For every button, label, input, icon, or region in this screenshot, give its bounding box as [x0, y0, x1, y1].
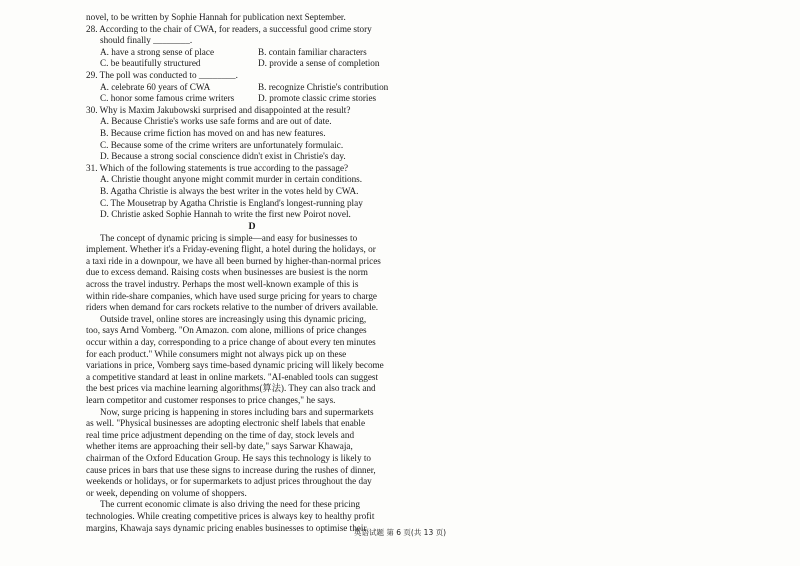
paragraph-line: a taxi ride in a downpour, we have all been burned by higher-than-normal prices — [86, 255, 381, 266]
question-stem: should finally ________. — [100, 35, 193, 46]
option-row — [86, 82, 418, 94]
option: B. Because crime fiction has moved on and has new features. — [100, 127, 326, 138]
option: B. Agatha Christie is always the best writer in the votes held by CWA. — [100, 185, 359, 196]
option: B. contain familiar characters — [258, 46, 367, 57]
paragraph-line: variations in price, Vomberg says time-based dynamic pricing will likely become — [86, 360, 384, 371]
page-footer: 英语试题 第 6 页(共 13 页) — [353, 528, 447, 537]
paragraph-line: as well. "Physical businesses are adopting electronic shelf labels that enable — [86, 418, 366, 429]
option: C. Because some of the crime writers are unfortunately formulaic. — [100, 139, 344, 150]
option: A. Because Christie's works use safe forms and are out of date. — [100, 116, 332, 127]
question-stem: 30. Why is Maxim Jakubowski surprised and disappointed at the result? — [86, 104, 351, 115]
paragraph-2 — [86, 314, 418, 407]
question-30 — [86, 105, 418, 163]
option: D. promote classic crime stories — [258, 93, 377, 104]
paragraph-line: the best prices via machine learning algorithms(算法). They can also track and — [86, 383, 376, 394]
paragraph-3 — [86, 407, 418, 500]
paragraph-line: due to excess demand. Raising costs when businesses are busiest is the norm — [86, 267, 368, 278]
paragraph-line: The current economic climate is also driving the need for these pricing — [100, 499, 360, 510]
question-stem: 29. The poll was conducted to ________. — [86, 69, 238, 80]
paragraph-line: occur within a day, corresponding to a price change of about every ten minutes — [86, 337, 376, 348]
paragraph-line: across the travel industry. Perhaps the most well-known example of this is — [86, 279, 359, 290]
option: D. Because a strong social conscience didn't exist in Christie's day. — [100, 151, 346, 162]
question-stem: 31. Which of the following statements is true according to the passage? — [86, 162, 349, 173]
question-31 — [86, 163, 418, 221]
question-29 — [86, 70, 418, 105]
paragraph-line: riders when demand for cars rockets relative to the number of drivers available. — [86, 302, 379, 313]
option-row — [86, 58, 418, 70]
option: A. have a strong sense of place — [100, 46, 215, 57]
paragraph-line: weekends or holidays, or for supermarkets to adjust prices throughout the day — [86, 476, 372, 487]
paragraph-line: whether items are approaching their sell-by date," says Sarwar Khawaja, — [86, 441, 353, 452]
paragraph-line: cause prices in bars that use these signs to increase during the rushes of dinner, — [86, 464, 376, 475]
option: D. provide a sense of completion — [258, 58, 380, 69]
paragraph-1 — [86, 233, 418, 314]
paragraph-line: The concept of dynamic pricing is simple—and easy for businesses to — [100, 232, 358, 243]
option-row — [86, 47, 418, 59]
question-stem: 28. According to the chair of CWA, for readers, a successful good crime story — [86, 23, 372, 34]
paragraph-line: Outside travel, online stores are increasingly using this dynamic pricing, — [100, 313, 367, 324]
paragraph-line: margins, Khawaja says dynamic pricing enables businesses to optimise their — [86, 522, 367, 533]
paragraph-line: a competitive standard at least in online markets. "AI-enabled tools can suggest — [86, 371, 379, 382]
question-28 — [86, 24, 418, 70]
paragraph-line: learn competitor and customer responses to price changes," he says. — [86, 395, 336, 405]
paragraph-line: technologies. While creating competitive prices is always key to healthy profit — [86, 510, 375, 521]
paragraph-line: Now, surge pricing is happening in stores including bars and supermarkets — [100, 406, 374, 417]
section-title: D — [248, 220, 256, 232]
option: A. celebrate 60 years of CWA — [100, 81, 211, 92]
option: C. be beautifully structured — [100, 58, 201, 69]
paragraph-line: real time price adjustment depending on the time of day, stock levels and — [86, 429, 355, 440]
option: D. Christie asked Sophie Hannah to write the first new Poirot novel. — [100, 209, 351, 220]
paragraph-line: chairman of the Oxford Education Group. He says this technology is likely to — [86, 452, 372, 463]
paragraph-line: implement. Whether it's a Friday-evening flight, a hotel during the holidays, or — [86, 244, 376, 255]
intro-line: novel, to be written by Sophie Hannah for publication next September. — [86, 12, 346, 22]
option: B. recognize Christie's contribution — [258, 81, 389, 92]
option: A. Christie thought anyone might commit murder in certain conditions. — [100, 174, 363, 185]
option: C. honor some famous crime writers — [100, 93, 235, 104]
option-row — [86, 93, 418, 105]
paragraph-line: or week, depending on volume of shoppers. — [86, 487, 247, 498]
paragraph-line: within ride-share companies, which have used surge pricing for years to charge — [86, 290, 378, 301]
paragraph-line: too, says Arnd Vomberg. "On Amazon. com alone, millions of price changes — [86, 325, 367, 336]
paragraph-line: for each product." While consumers might not always pick up on these — [86, 348, 347, 359]
exam-page — [86, 12, 418, 534]
option: C. The Mousetrap by Agatha Christie is England's longest-running play — [100, 197, 363, 208]
